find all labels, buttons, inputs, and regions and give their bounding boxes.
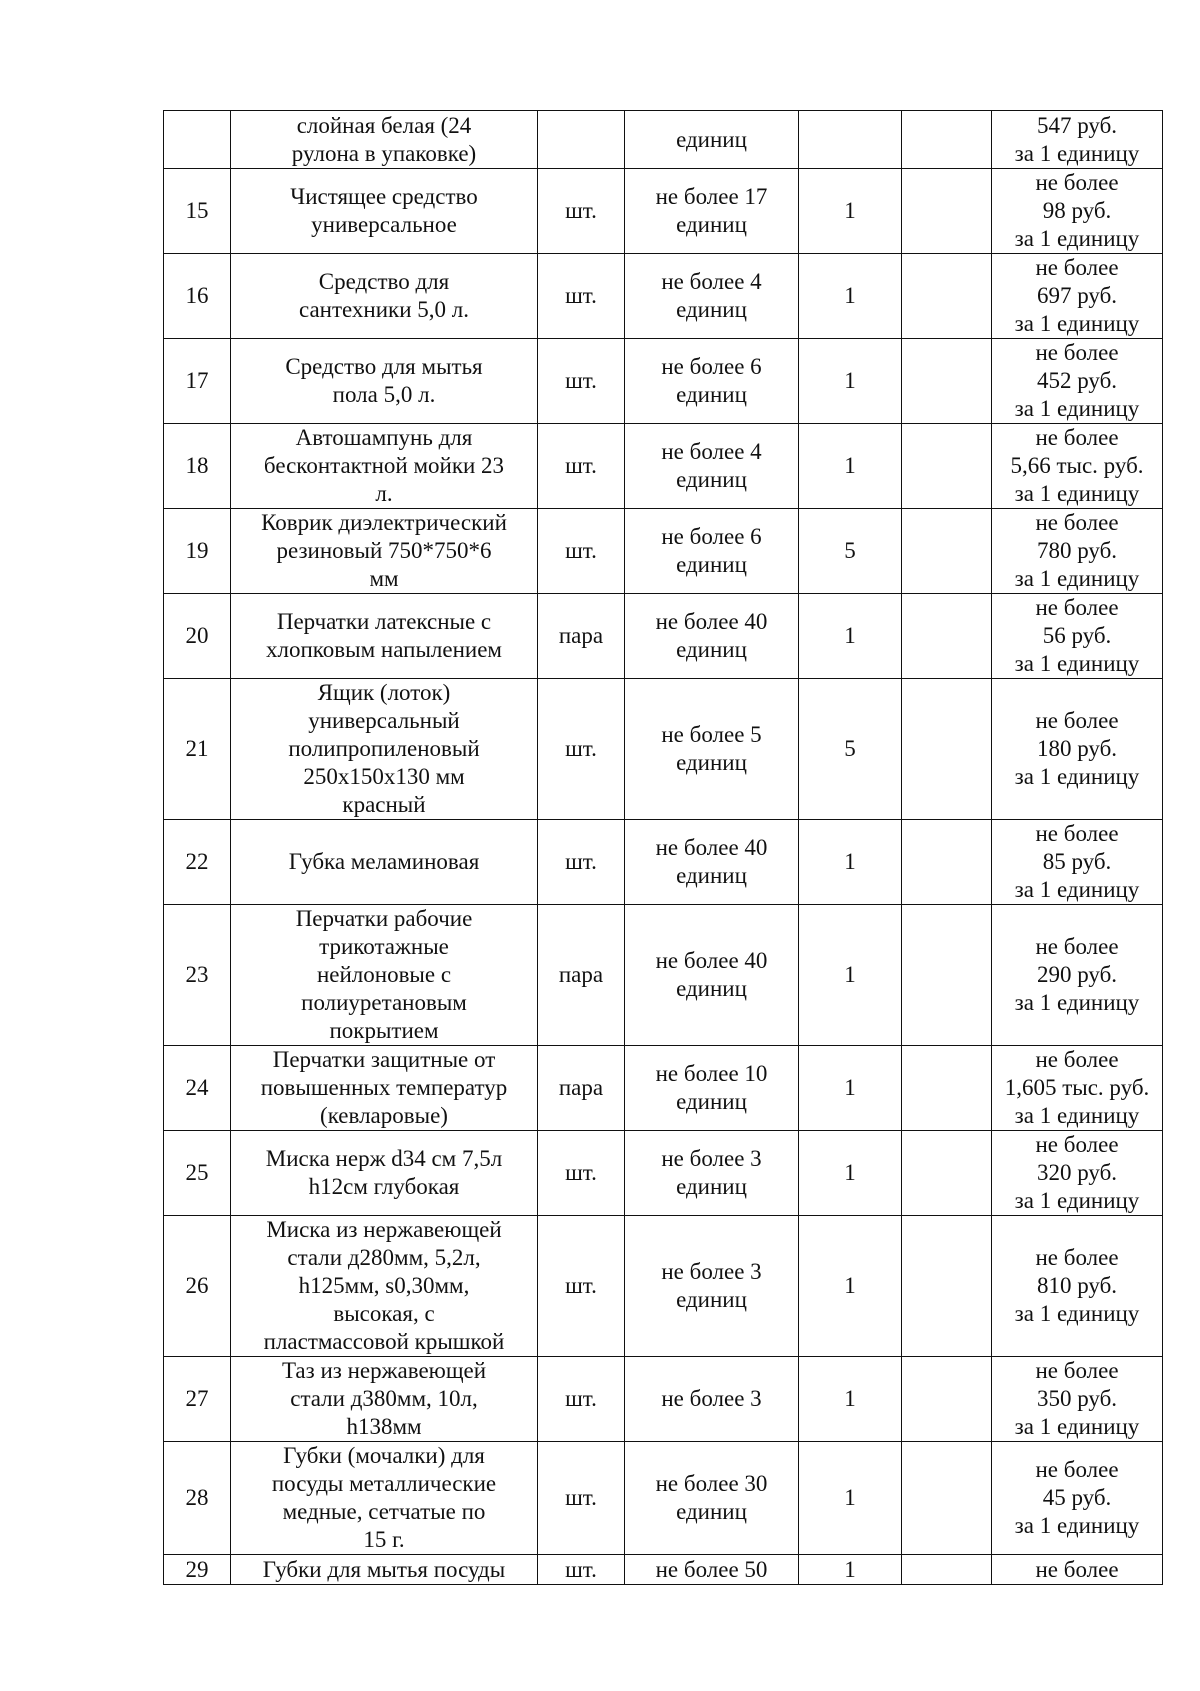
count: 1	[799, 1131, 902, 1216]
item-name-line: Миска нерж d34 см 7,5л	[265, 1146, 503, 1171]
empty-cell	[902, 594, 992, 679]
item-name-line: h125мм, s0,30мм,	[298, 1273, 470, 1298]
table-row	[164, 339, 1163, 424]
row-number: 20	[164, 594, 231, 679]
item-name	[231, 1216, 538, 1357]
item-name-line: нейлоновые с	[316, 962, 452, 987]
quantity	[625, 1357, 799, 1442]
price-line: за 1 единицу	[1014, 226, 1140, 251]
count: 1	[799, 424, 902, 509]
row-number: 16	[164, 254, 231, 339]
price-line: за 1 единицу	[1014, 1103, 1140, 1128]
count: 1	[799, 905, 902, 1046]
unit: пара	[538, 1046, 625, 1131]
item-name	[231, 169, 538, 254]
row-number: 19	[164, 509, 231, 594]
quantity	[625, 1216, 799, 1357]
item-name-line: Губка меламиновая	[288, 849, 480, 874]
empty-cell	[902, 1216, 992, 1357]
price-line: за 1 единицу	[1014, 396, 1140, 421]
table-row	[164, 1131, 1163, 1216]
price-line: не более	[1035, 425, 1119, 450]
price-line: 56 руб.	[1042, 623, 1112, 648]
table-row	[164, 1357, 1163, 1442]
item-name	[231, 820, 538, 905]
price	[992, 905, 1163, 1046]
row-number: 17	[164, 339, 231, 424]
item-name-line: медные, сетчатые по	[282, 1499, 486, 1524]
table-row	[164, 1555, 1163, 1585]
empty-cell	[902, 509, 992, 594]
quantity-line: единиц	[676, 1174, 747, 1199]
quantity-line: не более 4	[661, 439, 762, 464]
price	[992, 254, 1163, 339]
table-row	[164, 254, 1163, 339]
row-number: 27	[164, 1357, 231, 1442]
unit: шт.	[538, 1357, 625, 1442]
price-line: за 1 единицу	[1014, 140, 1140, 166]
quantity-line: не более 6	[661, 354, 762, 379]
item-name-line: Коврик диэлектрический	[261, 510, 507, 535]
item-name-line: покрытием	[329, 1018, 439, 1043]
row-number: 23	[164, 905, 231, 1046]
item-name	[231, 1131, 538, 1216]
table-row	[164, 1046, 1163, 1131]
count: 1	[799, 169, 902, 254]
quantity	[625, 339, 799, 424]
item-name-line: универсальное	[311, 212, 457, 237]
row-number: 24	[164, 1046, 231, 1131]
item-name-line: резиновый 750*750*6	[276, 538, 492, 563]
count: 1	[799, 820, 902, 905]
count: 1	[799, 594, 902, 679]
row-number: 28	[164, 1442, 231, 1555]
price-line: 290 руб.	[1036, 962, 1118, 987]
item-name	[231, 594, 538, 679]
quantity	[625, 424, 799, 509]
price	[992, 679, 1163, 820]
item-name-line: стали д280мм, 5,2л,	[287, 1245, 481, 1270]
price	[992, 1555, 1163, 1585]
quantity	[625, 1442, 799, 1555]
price-line: не более	[1035, 1047, 1119, 1072]
item-name-line: Губки (мочалки) для	[283, 1443, 485, 1468]
quantity	[625, 1046, 799, 1131]
empty-cell	[902, 1046, 992, 1131]
quantity-line: единиц	[676, 1499, 747, 1524]
price-line: за 1 единицу	[1014, 764, 1140, 789]
price-line: 45 руб.	[1042, 1485, 1112, 1510]
empty-cell	[902, 339, 992, 424]
price-line: не более	[1035, 934, 1119, 959]
quantity	[625, 111, 799, 169]
item-name-line: Средство для	[318, 269, 450, 294]
price-line: 452 руб.	[1036, 368, 1118, 393]
item-name-line: бесконтактной мойки 23	[263, 453, 505, 478]
unit: шт.	[538, 1216, 625, 1357]
empty-cell	[902, 424, 992, 509]
quantity-line: единиц	[676, 552, 747, 577]
price	[992, 169, 1163, 254]
price-line: 1,605 тыс. руб.	[1004, 1075, 1150, 1100]
item-name-line: пола 5,0 л.	[332, 382, 436, 407]
quantity-line: единиц	[676, 382, 747, 407]
price-line: за 1 единицу	[1014, 1513, 1140, 1538]
price-line: 697 руб.	[1036, 283, 1118, 308]
item-name-line: Миска из нержавеющей	[266, 1217, 502, 1242]
price	[992, 424, 1163, 509]
quantity	[625, 254, 799, 339]
price-line: не более	[1035, 1556, 1119, 1582]
count: 1	[799, 1046, 902, 1131]
quantity	[625, 905, 799, 1046]
price	[992, 594, 1163, 679]
item-name-line: рулона в упаковке)	[291, 140, 477, 166]
unit: шт.	[538, 679, 625, 820]
quantity-line: единиц	[676, 126, 747, 152]
empty-cell	[902, 820, 992, 905]
unit: пара	[538, 905, 625, 1046]
quantity-line: не более 4	[661, 269, 762, 294]
item-name	[231, 905, 538, 1046]
price-line: 85 руб.	[1042, 849, 1112, 874]
item-name-line: Перчатки рабочие	[295, 906, 473, 931]
quantity-line: единиц	[676, 637, 747, 662]
price-line: не более	[1035, 821, 1119, 846]
item-name-line: h12см глубокая	[308, 1174, 460, 1199]
quantity-line: единиц	[676, 1089, 747, 1114]
quantity	[625, 1555, 799, 1585]
item-name-line: Таз из нержавеющей	[281, 1358, 487, 1383]
price-line: не более	[1035, 708, 1119, 733]
price-line: не более	[1035, 1245, 1119, 1270]
price-line: за 1 единицу	[1014, 651, 1140, 676]
quantity-line: единиц	[676, 467, 747, 492]
unit: шт.	[538, 169, 625, 254]
price	[992, 1046, 1163, 1131]
price-line: за 1 единицу	[1014, 1301, 1140, 1326]
item-name-line: h138мм	[346, 1414, 422, 1439]
item-name-line: стали д380мм, 10л,	[290, 1386, 478, 1411]
quantity-line: единиц	[676, 863, 747, 888]
empty-cell	[902, 169, 992, 254]
item-name-line: (кевларовые)	[320, 1103, 448, 1128]
item-name-line: л.	[375, 481, 393, 506]
item-name	[231, 679, 538, 820]
quantity-line: не более 3	[661, 1259, 762, 1284]
price-line: 810 руб.	[1036, 1273, 1118, 1298]
table-row	[164, 594, 1163, 679]
item-name-line: сантехники 5,0 л.	[298, 297, 470, 322]
unit	[538, 111, 625, 169]
count: 1	[799, 1555, 902, 1585]
table-row	[164, 424, 1163, 509]
price	[992, 509, 1163, 594]
item-name	[231, 1046, 538, 1131]
item-name-line: пластмассовой крышкой	[263, 1329, 505, 1354]
table-row	[164, 111, 1163, 169]
item-name-line: слойная белая (24	[296, 112, 472, 138]
item-name-line: полиуретановым	[301, 990, 467, 1015]
item-name-line: Автошампунь для	[295, 425, 473, 450]
row-number: 22	[164, 820, 231, 905]
unit: пара	[538, 594, 625, 679]
quantity-line: единиц	[676, 976, 747, 1001]
quantity-line: единиц	[676, 1287, 747, 1312]
table-row	[164, 679, 1163, 820]
price	[992, 1357, 1163, 1442]
empty-cell	[902, 111, 992, 169]
price	[992, 111, 1163, 169]
unit: шт.	[538, 1555, 625, 1585]
row-number: 26	[164, 1216, 231, 1357]
item-name-line: Губки для мытья посуды	[262, 1556, 506, 1582]
quantity-line: единиц	[676, 297, 747, 322]
empty-cell	[902, 1131, 992, 1216]
price-line: не более	[1035, 595, 1119, 620]
table-row	[164, 1442, 1163, 1555]
price-line: не более	[1035, 1457, 1119, 1482]
price-line: за 1 единицу	[1014, 311, 1140, 336]
table-row	[164, 820, 1163, 905]
row-number: 21	[164, 679, 231, 820]
quantity-line: не более 17	[655, 184, 768, 209]
table-row	[164, 169, 1163, 254]
unit: шт.	[538, 339, 625, 424]
price-line: 98 руб.	[1042, 198, 1112, 223]
price-line: за 1 единицу	[1014, 566, 1140, 591]
price	[992, 1442, 1163, 1555]
price	[992, 820, 1163, 905]
price-line: не более	[1035, 510, 1119, 535]
item-name-line: Ящик (лоток)	[317, 680, 451, 705]
price-line: за 1 единицу	[1014, 481, 1140, 506]
price	[992, 339, 1163, 424]
count: 1	[799, 1216, 902, 1357]
price	[992, 1131, 1163, 1216]
empty-cell	[902, 679, 992, 820]
empty-cell	[902, 1555, 992, 1585]
unit: шт.	[538, 424, 625, 509]
item-name	[231, 509, 538, 594]
item-name-line: красный	[342, 792, 426, 817]
price-line: 547 руб.	[1036, 112, 1118, 138]
price-line: за 1 единицу	[1014, 1414, 1140, 1439]
quantity-line: не более 3	[661, 1386, 762, 1411]
quantity-line: не более 3	[661, 1146, 762, 1171]
empty-cell	[902, 905, 992, 1046]
item-name	[231, 1357, 538, 1442]
empty-cell	[902, 1442, 992, 1555]
empty-cell	[902, 1357, 992, 1442]
quantity-line: не более 6	[661, 524, 762, 549]
price-line: не более	[1035, 255, 1119, 280]
unit: шт.	[538, 509, 625, 594]
items-table	[163, 110, 1163, 1585]
quantity	[625, 169, 799, 254]
unit: шт.	[538, 1131, 625, 1216]
item-name-line: трикотажные	[319, 934, 449, 959]
item-name-line: Чистящее средство	[290, 184, 478, 209]
count: 5	[799, 509, 902, 594]
count: 1	[799, 1357, 902, 1442]
item-name-line: повышенных температур	[260, 1075, 508, 1100]
quantity-line: не более 40	[655, 948, 768, 973]
item-name-line: высокая, с	[333, 1301, 435, 1326]
row-number	[164, 111, 231, 169]
price-line: за 1 единицу	[1014, 877, 1140, 902]
item-name	[231, 1555, 538, 1585]
price-line: за 1 единицу	[1014, 1188, 1140, 1213]
price-line: не более	[1035, 1132, 1119, 1157]
quantity	[625, 594, 799, 679]
table-row	[164, 905, 1163, 1046]
row-number: 15	[164, 169, 231, 254]
empty-cell	[902, 254, 992, 339]
item-name-line: хлопковым напылением	[266, 637, 502, 662]
unit: шт.	[538, 820, 625, 905]
item-name-line: Перчатки латексные с	[276, 609, 492, 634]
price-line: не более	[1035, 170, 1119, 195]
count: 5	[799, 679, 902, 820]
item-name	[231, 424, 538, 509]
item-name-line: посуды металлические	[271, 1471, 497, 1496]
quantity-line: не более 40	[655, 835, 768, 860]
quantity	[625, 509, 799, 594]
price-line: 780 руб.	[1036, 538, 1118, 563]
price-line: не более	[1035, 1358, 1119, 1383]
count	[799, 111, 902, 169]
quantity	[625, 1131, 799, 1216]
price-line: не более	[1035, 340, 1119, 365]
quantity-line: единиц	[676, 212, 747, 237]
item-name-line: универсальный	[308, 708, 460, 733]
row-number: 29	[164, 1555, 231, 1585]
quantity	[625, 679, 799, 820]
item-name-line: Средство для мытья	[285, 354, 483, 379]
item-name-line: полипропиленовый	[288, 736, 480, 761]
price-line: 350 руб.	[1036, 1386, 1118, 1411]
price	[992, 1216, 1163, 1357]
quantity-line: не более 5	[661, 722, 762, 747]
item-name	[231, 1442, 538, 1555]
quantity-line: не более 50	[655, 1556, 768, 1582]
count: 1	[799, 1442, 902, 1555]
price-line: 320 руб.	[1036, 1160, 1118, 1185]
count: 1	[799, 254, 902, 339]
unit: шт.	[538, 254, 625, 339]
table-row	[164, 509, 1163, 594]
unit: шт.	[538, 1442, 625, 1555]
item-name	[231, 254, 538, 339]
quantity-line: не более 10	[655, 1061, 768, 1086]
item-name	[231, 111, 538, 169]
price-line: 5,66 тыс. руб.	[1010, 453, 1144, 478]
quantity	[625, 820, 799, 905]
row-number: 25	[164, 1131, 231, 1216]
table-row	[164, 1216, 1163, 1357]
price-line: 180 руб.	[1036, 736, 1118, 761]
quantity-line: не более 30	[655, 1471, 768, 1496]
item-name-line: 250x150x130 мм	[303, 764, 465, 789]
item-name-line: мм	[369, 566, 399, 591]
item-name-line: 15 г.	[363, 1527, 405, 1552]
item-name-line: Перчатки защитные от	[272, 1047, 496, 1072]
item-name	[231, 339, 538, 424]
quantity-line: единиц	[676, 750, 747, 775]
quantity-line: не более 40	[655, 609, 768, 634]
count: 1	[799, 339, 902, 424]
price-line: за 1 единицу	[1014, 990, 1140, 1015]
row-number: 18	[164, 424, 231, 509]
